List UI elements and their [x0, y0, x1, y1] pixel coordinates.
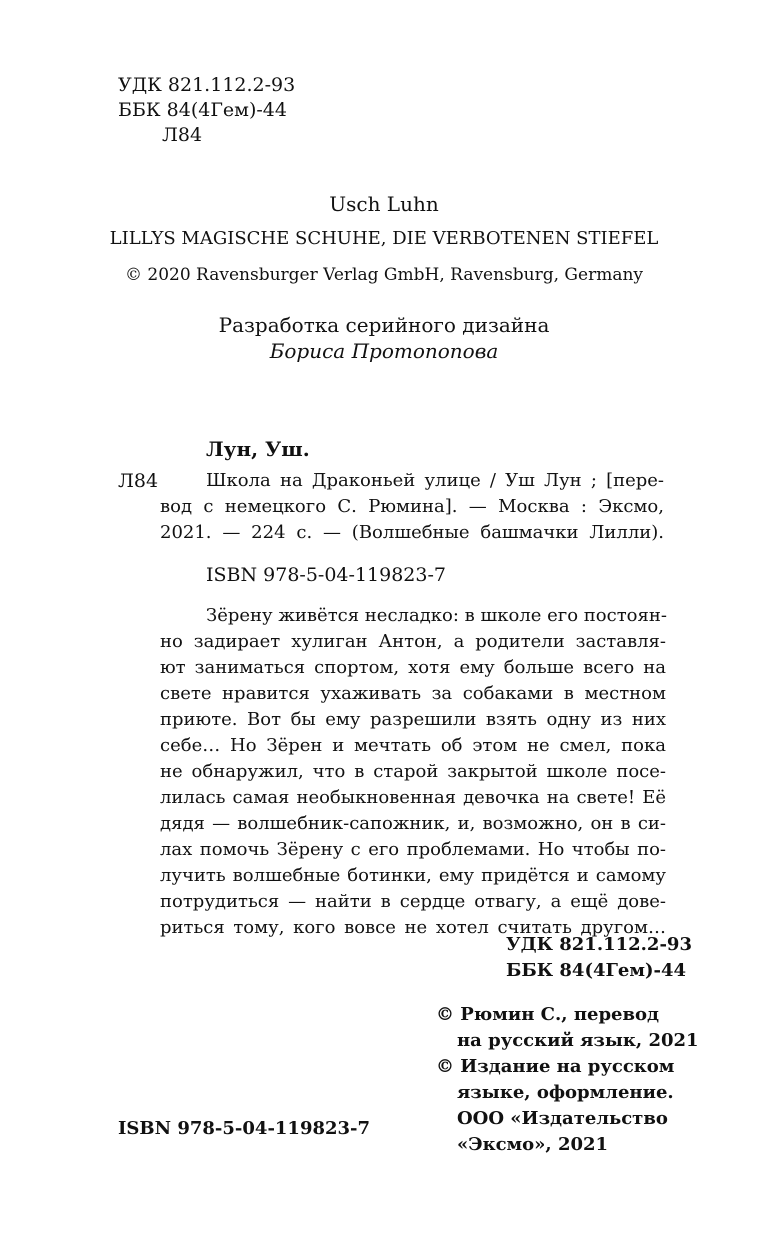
author-mark: Л84: [162, 124, 203, 146]
bbk-code-bottom: ББК 84(4Гем)-44: [506, 960, 687, 981]
annotation-line: но задирает хулиган Антон, а родители заставля-: [160, 631, 666, 652]
record-line: вод с немецкого С. Рюмина]. — Москва : Эксмо,: [160, 496, 664, 517]
original-author: Usch Luhn: [329, 192, 439, 216]
designer-name: Бориса Протопопова: [269, 339, 499, 363]
record-line: 2021. — 224 с. — (Волшебные башмачки Лилли).: [160, 522, 664, 543]
copyright-line: «Эксмо», 2021: [457, 1134, 609, 1155]
annotation-line: себе… Но Зёрен и мечтать об этом не смел, пока: [160, 735, 666, 756]
annotation-line: свете нравится ухаживать за собаками в местном: [160, 683, 666, 704]
annotation-line: риться тому, кого вовсе не хотел считать другом…: [160, 917, 666, 938]
annotation-line: лах помочь Зёрену с его проблемами. Но чтобы по-: [160, 839, 666, 860]
record-line: Школа на Драконьей улице / Уш Лун ; [пере-: [206, 470, 664, 491]
original-copyright: © 2020 Ravensburger Verlag GmbH, Ravensburg, Germany: [124, 265, 644, 285]
record-isbn: ISBN 978-5-04-119823-7: [206, 564, 446, 586]
annotation-line: лучить волшебные ботинки, ему придётся и самому: [160, 865, 666, 886]
record-code: Л84: [118, 470, 159, 492]
annotation-line: лилась самая необыкновенная девочка на свете! Её: [160, 787, 666, 808]
annotation-line: не обнаружил, что в старой закрытой школе посе-: [160, 761, 666, 782]
copyright-line: языке, оформление.: [457, 1082, 674, 1103]
copyright-line: на русский язык, 2021: [457, 1030, 699, 1051]
copyright-line: © Рюмин С., перевод: [436, 1004, 659, 1025]
record-author: Лун, Уш.: [206, 437, 310, 461]
annotation-line: Зёрену живётся несладко: в школе его постоян-: [206, 605, 667, 626]
bbk-code: ББК 84(4Гем)-44: [118, 99, 287, 121]
copyright-line: ООО «Издательство: [457, 1108, 668, 1129]
original-title: LILLYS MAGISCHE SCHUHE, DIE VERBOTENEN STIEFEL: [109, 228, 659, 249]
copyright-line: © Издание на русском: [436, 1056, 675, 1077]
udk-code: УДК 821.112.2-93: [118, 74, 296, 96]
annotation-line: дядя — волшебник-сапожник, и, возможно, он в си-: [160, 813, 666, 834]
udk-code-bottom: УДК 821.112.2-93: [506, 934, 692, 955]
annotation-line: приюте. Вот бы ему разрешили взять одну из них: [160, 709, 666, 730]
annotation-line: ют заниматься спортом, хотя ему больше всего на: [160, 657, 666, 678]
design-credit: Разработка серийного дизайна: [218, 313, 550, 337]
annotation-line: потрудиться — найти в сердце отвагу, а ещё дове-: [160, 891, 666, 912]
isbn-bottom: ISBN 978-5-04-119823-7: [118, 1118, 371, 1139]
